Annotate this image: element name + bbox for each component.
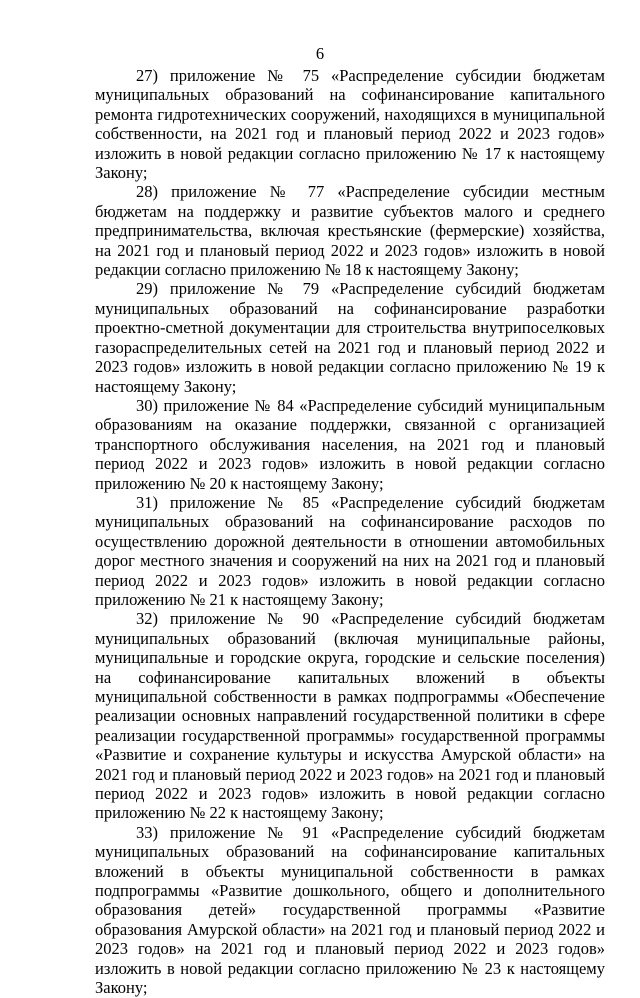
document-body [95, 66, 605, 998]
page-number: 6 [315, 44, 325, 63]
paragraph-item-30: 30) приложение № 84 «Распределение субсидий муниципальным образованиям на оказание поддержки, связанной с организацией транспортного обслуживания населения, на 2021 год и плановый период 2022 и 2023 годов» изложить в новой редакции согласно приложению № 20 к настоящему Закону; [95, 395, 605, 493]
paragraph-item-33: 33) приложение № 91 «Распределение субсидий бюджетам муниципальных образований на софинансирование капитальных вложений в объекты муниципальной собственности в рамках подпрограммы «Развитие дошкольного, общего и дополнительного образования детей» государственной программы «Развитие образования Амурской области» на 2021 год и плановый период 2022 и 2023 годов» на 2021 год и плановый период 2022 и 2023 годов» изложить в новой редакции согласно приложению № 23 к настоящему Закону; [95, 822, 605, 998]
paragraph-item-27: 27) приложение № 75 «Распределение субсидии бюджетам муниципальных образований на софинансирование капитального ремонта гидротехнических сооружений, находящихся в муниципальной собственности, на 2021 год и плановый период 2022 и 2023 годов» изложить в новой редакции согласно приложению № 17 к настоящему Закону; [95, 66, 605, 183]
paragraph-item-31: 31) приложение № 85 «Распределение субсидий бюджетам муниципальных образований на софинансирование расходов по осуществлению дорожной деятельности в отношении автомобильных дорог местного значения и сооружений на них на 2021 год и плановый период 2022 и 2023 годов» изложить в новой редакции согласно приложению № 21 к настоящему Закону; [95, 492, 605, 609]
paragraph-item-29: 29) приложение № 79 «Распределение субсидий бюджетам муниципальных образований на софинансирование разработки проектно-сметной документации для строительства внутрипоселковых газораспределительных сетей на 2021 год и плановый период 2022 и 2023 годов» изложить в новой редакции согласно приложению № 19 к настоящему Закону; [95, 279, 605, 396]
paragraph-item-28: 28) приложение № 77 «Распределение субсидии местным бюджетам на поддержку и развитие субъектов малого и среднего предпринимательства, включая крестьянские (фермерские) хозяйства, на 2021 год и плановый период 2022 и 2023 годов» изложить в новой редакции согласно приложению № 18 к настоящему Закону; [95, 182, 605, 280]
paragraph-item-32: 32) приложение № 90 «Распределение субсидий бюджетам муниципальных образований (включая муниципальные районы, муниципальные и городские округа, городские и сельские поселения) на софинансирование капитальных вложений в объекты муниципальной собственности в рамках подпрограммы «Обеспечение реализации основных направлений государственной политики в сфере реализации государственной программы» государственной программы «Развитие и сохранение культуры и искусства Амурской области» на 2021 год и плановый период 2022 и 2023 годов» на 2021 год и плановый период 2022 и 2023 годов» изложить в новой редакции согласно приложению № 22 к настоящему Закону; [95, 609, 605, 823]
